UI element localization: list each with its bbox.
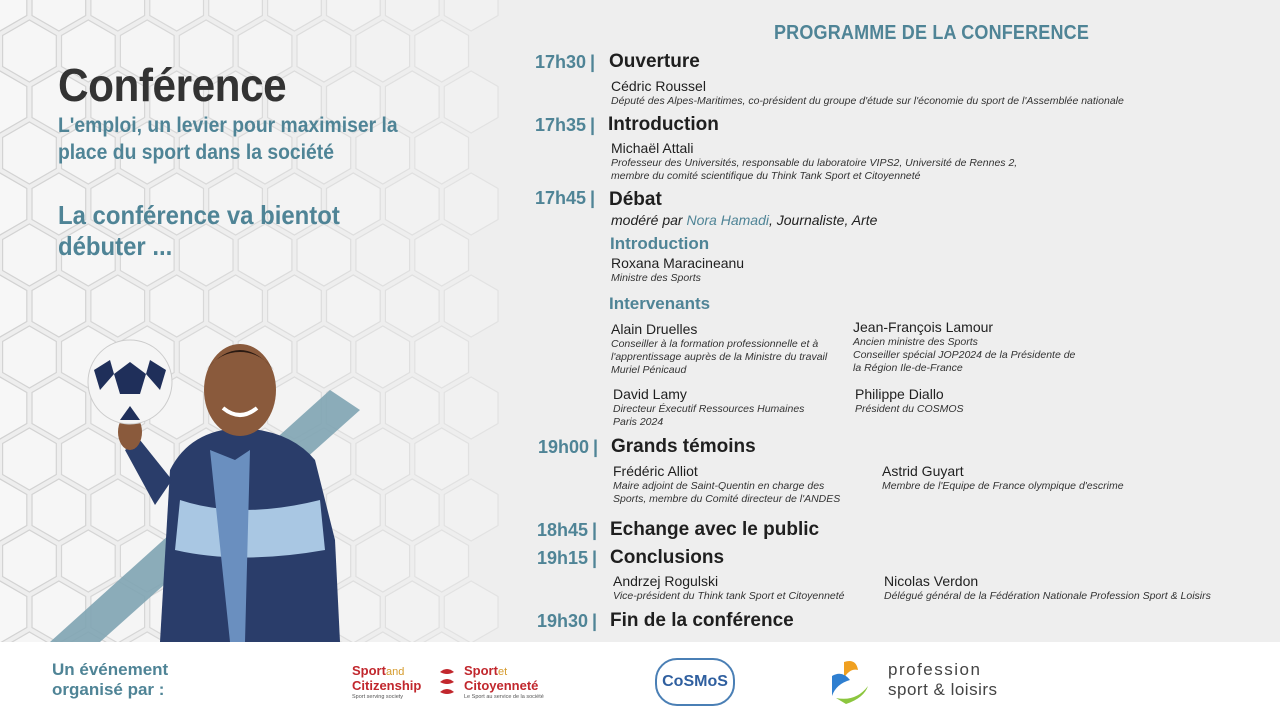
conference-title: Conférence	[58, 59, 287, 111]
time-temoins: 19h00 |	[538, 437, 599, 457]
session-title-introduction: Introduction	[608, 114, 719, 135]
hexagon-tile	[356, 20, 410, 82]
hexagon-tile	[0, 71, 27, 133]
cosmos-logo: CoSMoS	[655, 658, 735, 706]
panelist-druelles: Alain Druelles Conseiller à la formation professionnelle et à l'apprentissage auprès de la Ministre du travail Muriel Pénicaud	[611, 321, 828, 376]
hexagon-tile	[444, 173, 498, 235]
hexagon-tile	[3, 224, 57, 286]
hexagon-tile	[0, 377, 27, 439]
hexagon-tile	[444, 377, 498, 439]
organizers-footer	[0, 642, 1280, 720]
time-debat: 17h45 |	[535, 188, 596, 208]
football-ball	[88, 340, 172, 424]
time-fin: 19h30 |	[537, 611, 598, 631]
sport-citizenship-emblem-icon	[436, 666, 458, 702]
player-head	[204, 344, 276, 436]
speaker-maracineanu: Roxana Maracineanu Ministre des Sports	[611, 255, 745, 284]
temoin-guyart: Astrid Guyart Membre de l'Equipe de France olympique d'escrime	[882, 463, 1124, 492]
time-echange: 18h45 |	[537, 520, 598, 540]
hexagon-tile	[3, 20, 57, 82]
temoin-alliot: Frédéric Alliot Maire adjoint de Saint-Quentin en charge des Sports, membre du Comité directeur de l'ANDES	[613, 463, 841, 505]
debat-panel-heading: Intervenants	[609, 294, 711, 313]
hexagon-tile	[444, 71, 498, 133]
session-title-conclusions: Conclusions	[610, 547, 725, 568]
session-title-echange: Echange avec le public	[610, 519, 820, 540]
session-title-ouverture: Ouverture	[609, 51, 700, 72]
hexagon-tile	[415, 20, 469, 82]
hexagon-tile	[0, 581, 27, 642]
programme-header: PROGRAMME DE LA CONFERENCE	[774, 22, 1090, 44]
player-arm	[125, 440, 172, 505]
debat-moderator: modéré par Nora Hamadi, Journaliste, Arte	[611, 212, 878, 228]
hexagon-tile	[444, 581, 498, 642]
session-title-debat: Débat	[609, 189, 662, 210]
speaker-roussel: Cédric Roussel Député des Alpes-Maritimes, co-président du groupe d'étude sur l'économie du sport de l'Assemblée nationale	[611, 78, 1124, 107]
time-ouverture: 17h30 |	[535, 52, 596, 72]
panelist-diallo: Philippe Diallo Président du COSMOS	[855, 386, 964, 415]
conclusion-rogulski: Andrzej Rogulski Vice-président du Think tank Sport et Citoyenneté	[613, 573, 845, 602]
hexagon-tile	[0, 173, 27, 235]
hexagon-tile	[444, 275, 498, 337]
sport-citizenship-logo: Sportand Citizenship Sport serving society Sportet Citoyenneté Le Sport au service de la société	[352, 663, 544, 700]
debat-intro-heading: Introduction	[610, 234, 710, 253]
organizer-label: Un événement organisé par :	[52, 660, 169, 699]
session-title-fin: Fin de la conférence	[610, 610, 794, 631]
panelist-lamy: David Lamy Directeur Éxecutif Ressources Humaines Paris 2024	[613, 386, 805, 428]
conference-subtitle: L'emploi, un levier pour maximiser la place du sport dans la société	[58, 114, 398, 164]
time-introduction: 17h35 |	[535, 115, 596, 135]
football-player-illustration	[40, 300, 440, 642]
panelist-lamour: Jean-François Lamour Ancien ministre des Sports Conseiller spécial JOP2024 de la Présidente de la Région Ile-de-France	[853, 319, 1076, 374]
hexagon-tile	[0, 479, 27, 541]
profession-sport-loisirs-logo: profession sport & loisirs	[822, 656, 1022, 708]
session-title-temoins: Grands témoins	[611, 436, 756, 457]
conclusion-verdon: Nicolas Verdon Délégué général de la Fédération Nationale Profession Sport & Loisirs	[884, 573, 1211, 602]
time-conclusions: 19h15 |	[537, 548, 598, 568]
conference-status-message: La conférence va bientot débuter ...	[58, 200, 340, 261]
speaker-attali: Michaël Attali Professeur des Universités, responsable du laboratoire VIPS2, Université de Rennes 2, membre du comité scientifique du Think Tank Sport et Citoyenneté	[611, 140, 1018, 182]
hexagon-tile	[444, 479, 498, 541]
psl-emblem-icon	[822, 658, 882, 706]
hexagon-tile	[3, 122, 57, 184]
hexagon-tile	[297, 20, 351, 82]
hexagon-tile	[0, 275, 27, 337]
